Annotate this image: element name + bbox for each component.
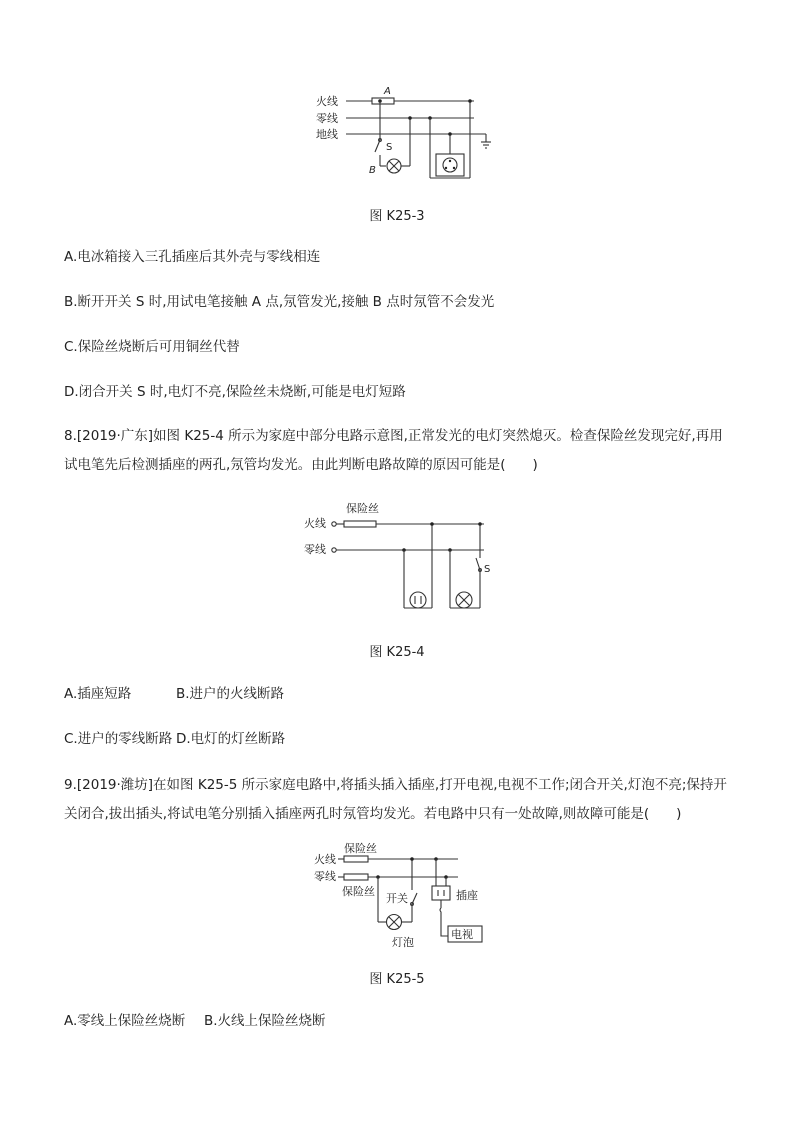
- q7-option-c: C.保险丝烧断后可用铜丝代替: [64, 339, 240, 355]
- q8-stem: 8.[2019·广东]如图 K25-4 所示为家庭中部分电路示意图,正常发光的电灯突然熄灭。检查保险丝发现完好,再用试电笔先后检测插座的两孔,氖管均发光。由此判断电路故障的原因可能是( ): [64, 428, 723, 473]
- fig4-fuse-label: 保险丝: [346, 502, 379, 515]
- fig3-socket: [436, 154, 464, 176]
- figure-k25-3: [300, 80, 500, 180]
- q9-option-b: B.火线上保险丝烧断: [204, 1013, 326, 1029]
- fig3-point-b: B: [369, 165, 376, 176]
- fig5-socket-label: 插座: [456, 889, 478, 902]
- q7-option-d: D.闭合开关 S 时,电灯不亮,保险丝未烧断,可能是电灯短路: [64, 384, 406, 400]
- fig3-live-label: 火线: [316, 95, 338, 108]
- q9-stem: 9.[2019·潍坊]在如图 K25-5 所示家庭电路中,将插头插入插座,打开电视,电视不工作;闭合开关,灯泡不亮;保持开关闭合,拔出插头,将试电笔分别插入插座两孔时氖管均发光。若电路中只有一处故障,则故障可能是( ): [64, 777, 727, 822]
- fig5-fuse-bottom-label: 保险丝: [342, 885, 375, 898]
- fig4-live-label: 火线: [304, 517, 326, 530]
- fig4-caption: 图 K25-4: [369, 645, 425, 660]
- fig5-neutral-label: 零线: [314, 870, 336, 883]
- fig3-point-a: A: [384, 86, 391, 97]
- fig3-caption: 图 K25-3: [369, 209, 425, 224]
- q7-option-a: A.电冰箱接入三孔插座后其外壳与零线相连: [64, 249, 321, 265]
- q7-option-b: B.断开开关 S 时,用试电笔接触 A 点,氖管发光,接触 B 点时氖管不会发光: [64, 294, 495, 310]
- q8-option-b: B.进户的火线断路: [176, 686, 285, 702]
- fig5-switch-label: 开关: [386, 892, 408, 905]
- fig4-neutral-label: 零线: [304, 543, 326, 556]
- fig3-switch-s: S: [386, 142, 393, 153]
- q8-option-c: C.进户的零线断路: [64, 731, 173, 747]
- fig4-fuse: [344, 521, 376, 527]
- fig3-neutral-label: 零线: [316, 112, 338, 125]
- q8-option-a: A.插座短路: [64, 686, 132, 702]
- fig5-fuse-top-label: 保险丝: [344, 842, 377, 855]
- fig5-caption: 图 K25-5: [369, 972, 425, 987]
- q9-option-a: A.零线上保险丝烧断: [64, 1013, 186, 1029]
- fig3-fuse: [372, 98, 394, 104]
- fig5-bulb-label: 灯泡: [392, 936, 414, 949]
- fig5-socket: [432, 886, 450, 900]
- fig5-fuse-neutral: [344, 874, 368, 880]
- figure-k25-4: [300, 500, 500, 615]
- fig5-live-label: 火线: [314, 853, 336, 866]
- fig3-ground-label: 地线: [316, 128, 338, 141]
- figure-k25-5: [310, 838, 500, 953]
- q8-option-d: D.电灯的灯丝断路: [176, 731, 286, 747]
- fig5-tv-label: 电视: [451, 928, 473, 941]
- fig4-switch-s: S: [484, 564, 491, 575]
- fig5-fuse-live: [344, 856, 368, 862]
- fig4-socket: [410, 592, 426, 608]
